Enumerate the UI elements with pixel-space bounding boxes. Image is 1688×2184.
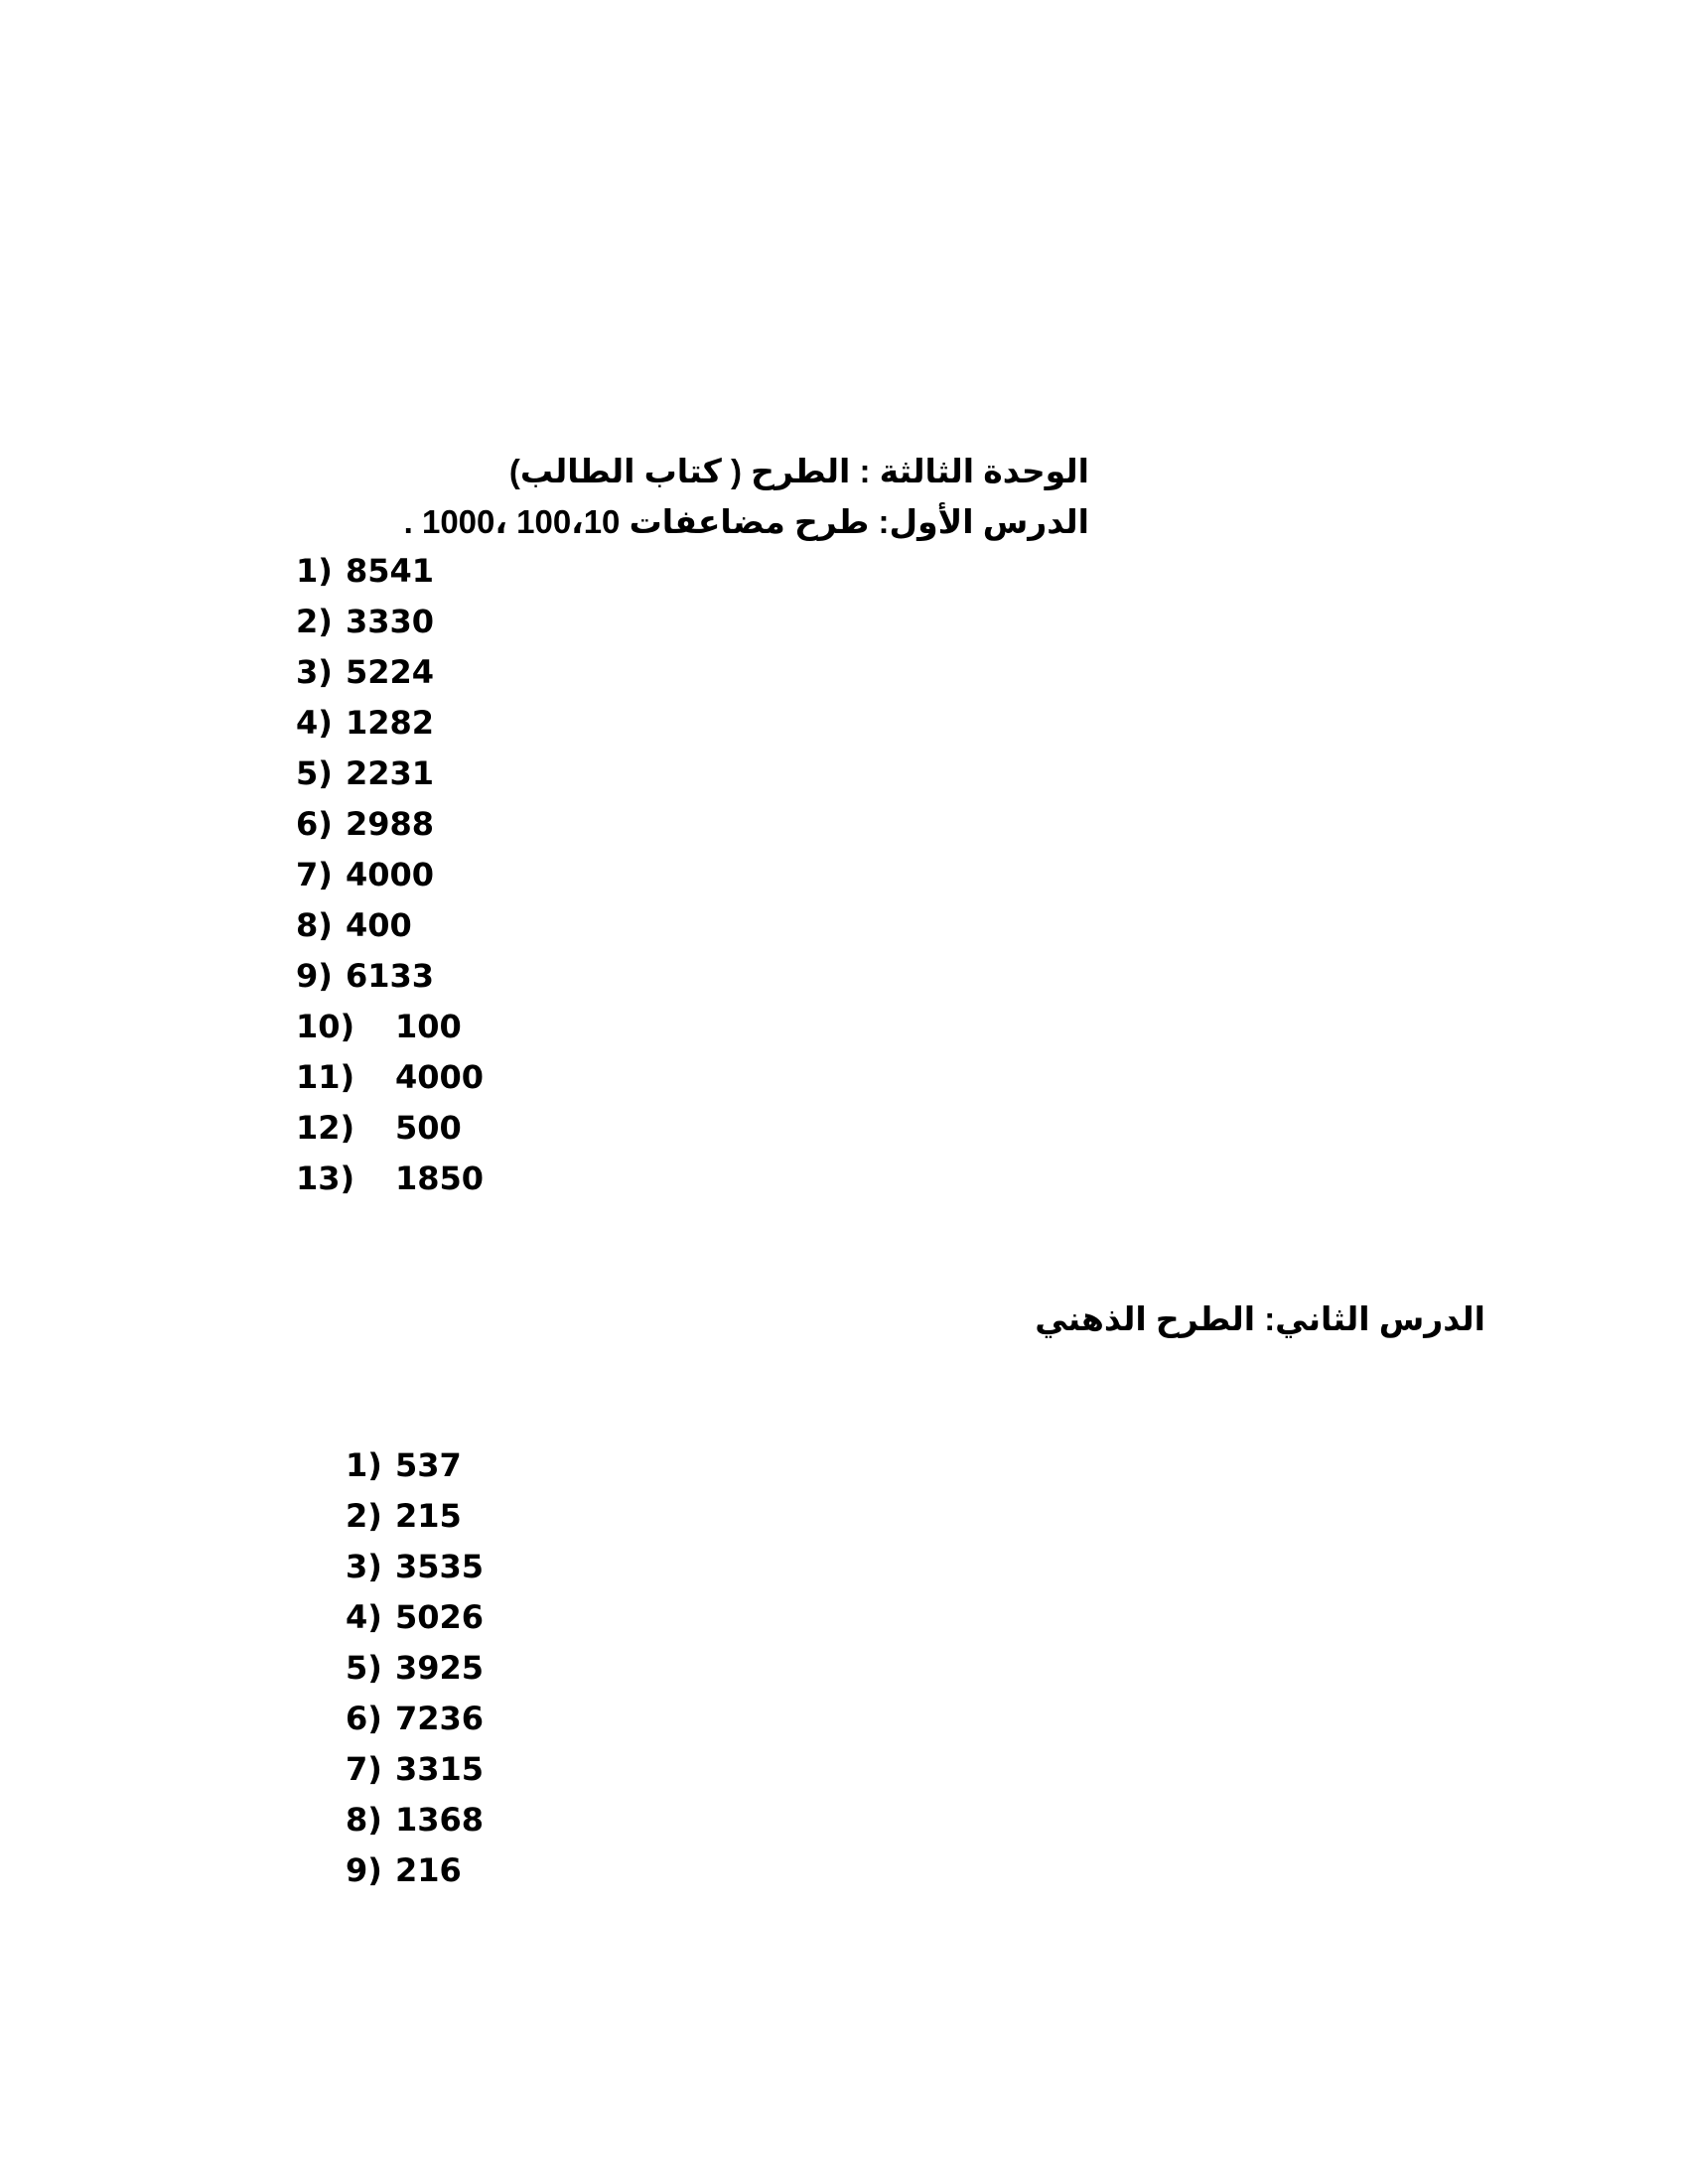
item-number: 12) [296, 1109, 355, 1147]
item-number: 1) [296, 552, 333, 590]
list-item [296, 597, 435, 647]
item-value: 5026 [395, 1598, 485, 1636]
list-item [296, 799, 435, 850]
item-number: 7) [296, 856, 333, 893]
item-value: 4000 [395, 1058, 485, 1096]
lesson2-title: الدرس الثاني: الطرح الذهني [1035, 1300, 1485, 1337]
list-item [296, 900, 412, 951]
item-number: 1) [346, 1446, 382, 1484]
item-number: 7) [346, 1750, 382, 1788]
list-item [346, 1592, 485, 1643]
item-value: 400 [346, 906, 412, 944]
item-value: 8541 [346, 552, 435, 590]
list-item [296, 1103, 462, 1154]
item-number: 4) [296, 704, 333, 742]
list-item [296, 951, 435, 1002]
item-number: 11) [296, 1058, 355, 1096]
item-value: 216 [395, 1851, 462, 1889]
item-number: 3) [296, 653, 333, 691]
item-value: 1850 [395, 1160, 485, 1197]
item-number: 2) [346, 1497, 382, 1535]
lesson1-answer-list [296, 546, 485, 1204]
item-number: 4) [346, 1598, 382, 1636]
item-value: 7236 [395, 1700, 485, 1737]
item-value: 537 [395, 1446, 462, 1484]
lesson2-answer-list [346, 1440, 485, 1896]
unit-title: الوحدة الثالثة : الطرح ( كتاب الطالب) [508, 453, 1089, 489]
lesson1-title: الدرس الأول: طرح مضاعفات 100،10 ،1000 . [403, 503, 1089, 540]
item-number: 5) [296, 754, 333, 792]
list-item [296, 647, 435, 698]
item-value: 6133 [346, 957, 435, 995]
item-value: 500 [395, 1109, 462, 1147]
list-item [296, 1154, 485, 1204]
item-value: 215 [395, 1497, 462, 1535]
list-item [296, 749, 435, 799]
item-value: 100 [395, 1008, 462, 1045]
item-value: 4000 [346, 856, 435, 893]
list-item [296, 546, 435, 597]
item-value: 3535 [395, 1548, 485, 1585]
item-value: 1282 [346, 704, 435, 742]
item-number: 13) [296, 1160, 355, 1197]
list-item [346, 1542, 485, 1592]
list-item [296, 850, 435, 900]
item-number: 10) [296, 1008, 355, 1045]
item-value: 1368 [395, 1801, 485, 1839]
item-value: 5224 [346, 653, 435, 691]
item-number: 6) [296, 805, 333, 843]
list-item [346, 1643, 485, 1694]
list-item [296, 1052, 485, 1103]
list-item [346, 1744, 485, 1795]
item-value: 3315 [395, 1750, 485, 1788]
list-item [346, 1694, 485, 1744]
item-value: 3925 [395, 1649, 485, 1687]
item-value: 2231 [346, 754, 435, 792]
item-number: 8) [346, 1801, 382, 1839]
list-item [346, 1795, 485, 1845]
item-number: 9) [346, 1851, 382, 1889]
item-value: 3330 [346, 603, 435, 640]
list-item [346, 1845, 462, 1896]
item-number: 2) [296, 603, 333, 640]
list-item [346, 1491, 462, 1542]
item-number: 8) [296, 906, 333, 944]
list-item [346, 1440, 462, 1491]
item-number: 6) [346, 1700, 382, 1737]
list-item [296, 1002, 462, 1052]
list-item [296, 698, 435, 749]
item-value: 2988 [346, 805, 435, 843]
item-number: 9) [296, 957, 333, 995]
item-number: 3) [346, 1548, 382, 1585]
item-number: 5) [346, 1649, 382, 1687]
